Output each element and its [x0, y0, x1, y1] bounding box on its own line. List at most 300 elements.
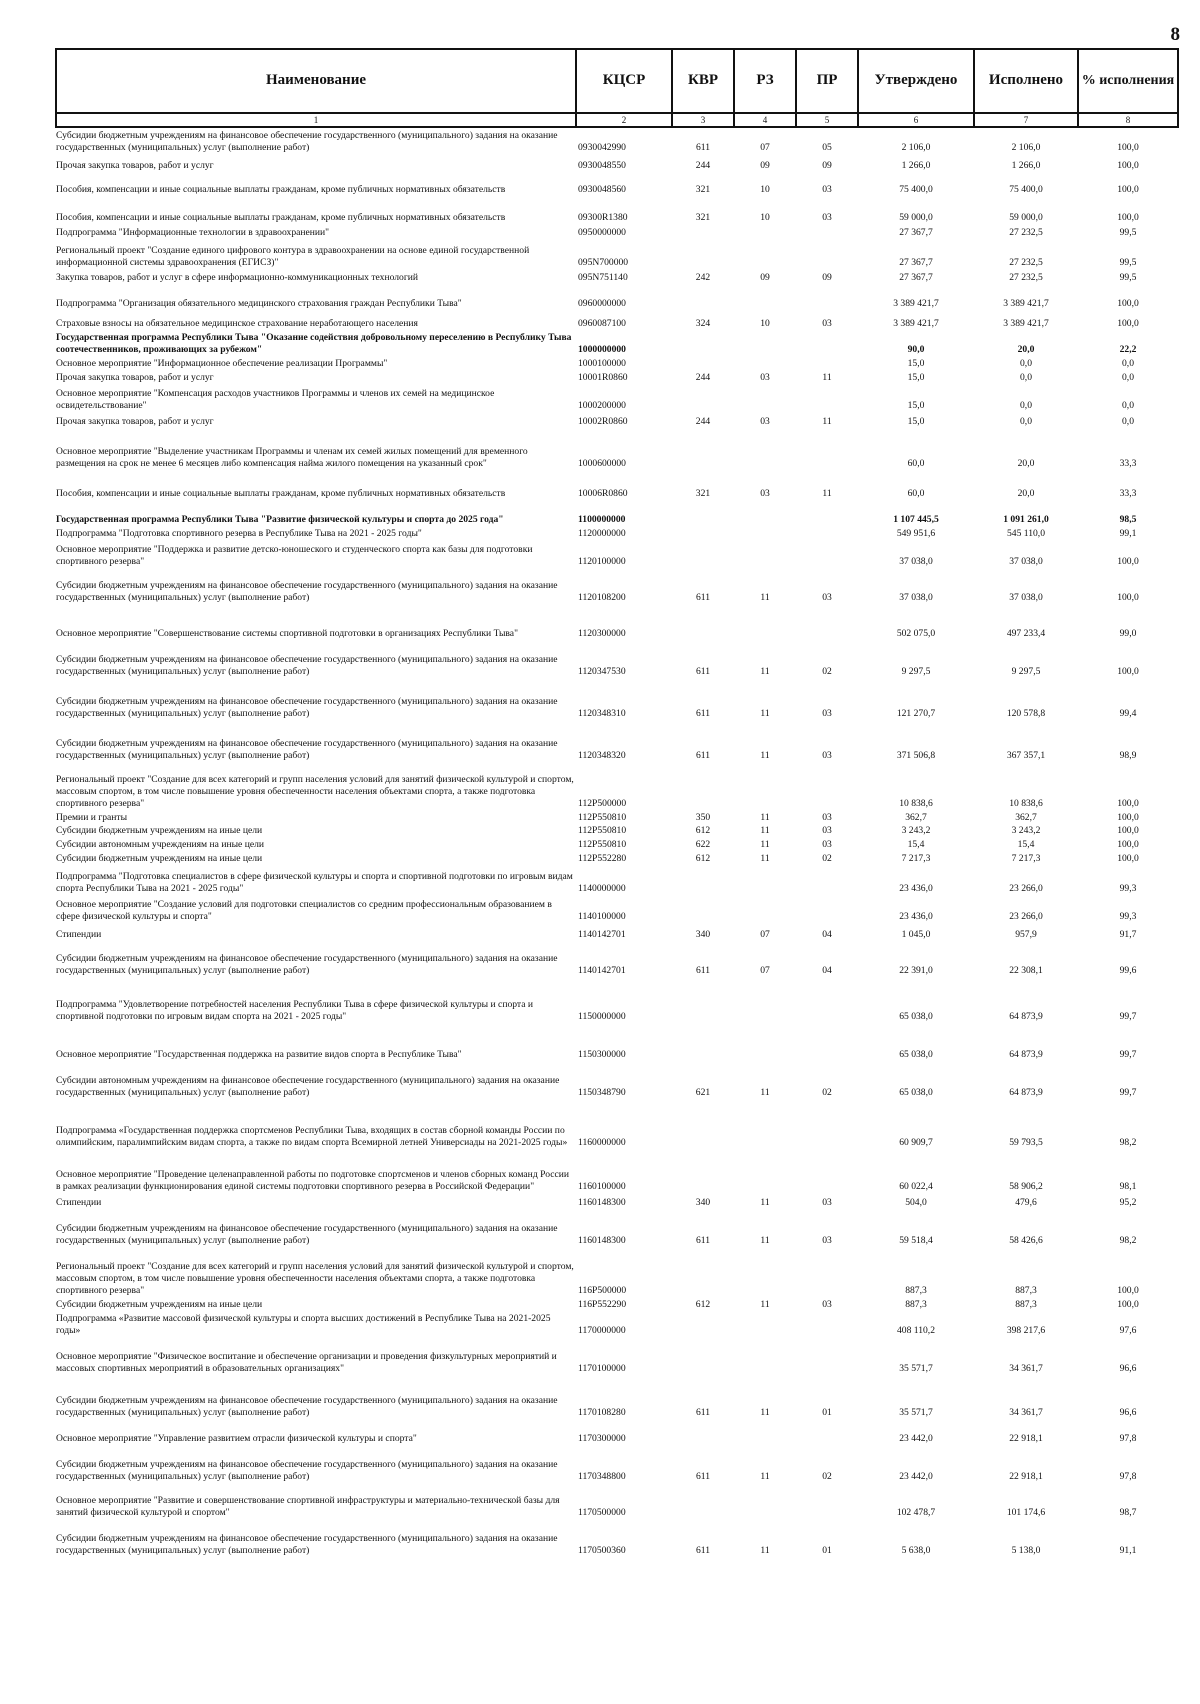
row-approved: 60 022,4: [899, 1180, 933, 1192]
row-pr: [796, 896, 858, 924]
row-approved: 102 478,7: [896, 1506, 936, 1518]
row-kvr: 611: [695, 141, 711, 153]
row-executed: 101 174,6: [1006, 1506, 1046, 1518]
row-name: Региональный проект "Создание единого цифрового контура в здравоохранении на основе единой государственной информационной системы здравоохранения (ЕГИСЗ)": [56, 245, 530, 268]
row-percent: 0,0: [1122, 399, 1134, 411]
table-row: [56, 604, 1178, 640]
row-kcsr: 095N751140: [578, 271, 628, 283]
row-rz: [734, 866, 796, 896]
row-pr: [796, 1484, 858, 1520]
row-rz: 11: [760, 852, 770, 864]
row-approved: 23 442,0: [899, 1432, 933, 1444]
row-percent: 33,3: [1119, 487, 1137, 499]
row-rz: [734, 1484, 796, 1520]
row-rz: 07: [760, 964, 770, 976]
row-kvr: [672, 866, 734, 896]
row-kcsr: 112P552280: [578, 852, 627, 864]
row-pr: [796, 1312, 858, 1338]
header-approved: Утверждено: [858, 49, 974, 113]
row-kcsr: 112P550810: [578, 825, 627, 837]
table-row: [56, 500, 1178, 526]
row-executed: 957,9: [1015, 928, 1037, 940]
row-percent: 99,5: [1119, 256, 1137, 268]
row-rz: [734, 896, 796, 924]
table-row: [56, 127, 1178, 154]
header-executed: Исполнено: [974, 49, 1078, 113]
row-rz: 09: [760, 271, 770, 283]
column-number: 4: [734, 113, 796, 127]
row-executed: 0,0: [1020, 371, 1032, 383]
row-approved: 1 045,0: [901, 928, 931, 940]
row-approved: 7 217,3: [901, 852, 931, 864]
row-name: Субсидии бюджетным учреждениям на финансовое обеспечение государственного (муниципального) задания на оказание государственных (муниципальных) услуг (выполнение работ): [56, 1223, 558, 1246]
row-kcsr: 0930048550: [578, 159, 626, 171]
row-executed: 20,0: [1017, 457, 1035, 469]
row-pr: [796, 384, 858, 412]
column-number: 3: [672, 113, 734, 127]
row-kcsr: 0960000000: [578, 297, 626, 309]
row-executed: 398 217,6: [1006, 1324, 1046, 1336]
table-row: [56, 310, 1178, 330]
row-name: Подпрограмма "Организация обязательного медицинского страхования граждан Республики Тыва": [56, 297, 462, 309]
row-executed: 27 232,5: [1009, 226, 1043, 238]
row-kvr: 621: [695, 1086, 711, 1098]
row-kcsr: 1000600000: [578, 457, 626, 469]
row-kvr: 244: [695, 415, 711, 427]
row-approved: 1 266,0: [901, 159, 931, 171]
row-percent: 100,0: [1117, 665, 1139, 677]
row-approved: 27 367,7: [899, 226, 933, 238]
row-executed: 34 361,7: [1009, 1362, 1043, 1374]
row-approved: 504,0: [905, 1196, 927, 1208]
row-pr: [796, 604, 858, 640]
row-approved: 60,0: [907, 487, 925, 499]
row-kcsr: 1150348790: [578, 1086, 626, 1098]
row-pr: 09: [822, 271, 832, 283]
row-approved: 5 638,0: [901, 1544, 931, 1556]
row-kcsr: 1140100000: [578, 910, 626, 922]
row-approved: 2 106,0: [901, 141, 931, 153]
table-row: [56, 239, 1178, 269]
row-rz: 11: [760, 1298, 770, 1310]
row-executed: 7 217,3: [1011, 852, 1041, 864]
row-executed: 64 873,9: [1009, 1048, 1043, 1060]
row-name: Прочая закупка товаров, работ и услуг: [56, 159, 214, 171]
row-percent: 0,0: [1122, 357, 1134, 369]
row-percent: 98,2: [1119, 1136, 1137, 1148]
row-kvr: [672, 1338, 734, 1376]
table-row: [56, 1484, 1178, 1520]
row-approved: 549 951,6: [896, 527, 936, 539]
column-number-row: [56, 113, 1178, 127]
row-approved: 27 367,7: [899, 271, 933, 283]
table-row: [56, 224, 1178, 239]
row-pr: 11: [822, 415, 832, 427]
row-pr: [796, 1420, 858, 1446]
row-percent: 100,0: [1117, 852, 1139, 864]
row-rz: 11: [760, 1196, 770, 1208]
row-percent: 97,8: [1119, 1432, 1137, 1444]
row-name: Прочая закупка товаров, работ и услуг: [56, 415, 214, 427]
row-kcsr: 1170108280: [578, 1406, 626, 1418]
table-row: [56, 852, 1178, 866]
row-percent: 98,2: [1119, 1234, 1137, 1246]
row-kcsr: 1000000000: [578, 343, 626, 355]
row-percent: 100,0: [1117, 811, 1139, 823]
row-pr: [796, 428, 858, 470]
row-executed: 367 357,1: [1006, 749, 1046, 761]
row-kvr: 324: [695, 317, 711, 329]
row-executed: 3 389 421,7: [1003, 297, 1049, 309]
row-percent: 96,6: [1119, 1406, 1137, 1418]
row-kvr: [672, 762, 734, 810]
table-row: [56, 720, 1178, 762]
row-pr: [796, 526, 858, 540]
table-row: [56, 470, 1178, 500]
row-rz: 11: [760, 707, 770, 719]
row-name: Пособия, компенсации и иные социальные выплаты гражданам, кроме публичных нормативных обязательств: [56, 487, 506, 499]
row-name: Основное мероприятие "Создание условий для подготовки специалистов со средним профессиональным образованием в сфере физической культуры и спорта": [56, 899, 552, 922]
table-row: [56, 810, 1178, 824]
row-approved: 59 000,0: [899, 211, 933, 223]
row-kcsr: 10006R0860: [578, 487, 628, 499]
row-rz: 11: [760, 665, 770, 677]
row-name: Пособия, компенсации и иные социальные выплаты гражданам, кроме публичных нормативных обязательств: [56, 211, 506, 223]
row-percent: 95,2: [1119, 1196, 1137, 1208]
row-kcsr: 1170000000: [578, 1324, 626, 1336]
table-row: [56, 370, 1178, 384]
row-percent: 22,2: [1119, 343, 1137, 355]
row-rz: [734, 1312, 796, 1338]
row-rz: 11: [760, 1234, 770, 1246]
row-pr: 03: [822, 707, 832, 719]
row-percent: 97,8: [1119, 1470, 1137, 1482]
row-rz: 11: [760, 811, 770, 823]
row-kvr: 611: [695, 707, 711, 719]
row-pr: [796, 239, 858, 269]
row-name: Субсидии бюджетным учреждениям на финансовое обеспечение государственного (муниципального) задания на оказание государственных (муниципальных) услуг (выполнение работ): [56, 654, 558, 677]
row-kvr: 340: [695, 928, 711, 940]
table-row: [56, 824, 1178, 838]
row-approved: 15,0: [907, 371, 925, 383]
row-percent: 100,0: [1117, 839, 1139, 851]
row-name: Субсидии бюджетным учреждениям на финансовое обеспечение государственного (муниципального) задания на оказание государственных (муниципальных) услуг (выполнение работ): [56, 1395, 558, 1418]
table-row: [56, 1062, 1178, 1100]
row-kvr: 611: [695, 665, 711, 677]
row-name: Основное мероприятие "Выделение участникам Программы и членам их семей жилых помещений для временного размещения на срок не менее 6 месяцев либо компенсация найма жилого помещения на указанный срок": [56, 446, 528, 469]
row-percent: 99,3: [1119, 910, 1137, 922]
row-executed: 0,0: [1020, 357, 1032, 369]
table-row: [56, 428, 1178, 470]
row-kvr: 611: [695, 1406, 711, 1418]
row-percent: 97,6: [1119, 1324, 1137, 1336]
row-name: Субсидии бюджетным учреждениям на иные цели: [56, 852, 263, 864]
row-pr: [796, 762, 858, 810]
row-percent: 100,0: [1117, 211, 1139, 223]
row-percent: 99,3: [1119, 882, 1137, 894]
table-row: [56, 978, 1178, 1024]
row-rz: [734, 500, 796, 526]
row-pr: 01: [822, 1406, 832, 1418]
row-kcsr: 1160148300: [578, 1196, 626, 1208]
header-percent: % исполнения: [1078, 49, 1178, 113]
row-kcsr: 1140142701: [578, 964, 626, 976]
table-row: [56, 1298, 1178, 1312]
row-kcsr: 0930048560: [578, 183, 626, 195]
row-approved: 35 571,7: [899, 1406, 933, 1418]
row-name: Подпрограмма «Государственная поддержка спортсменов Республики Тыва, входящих в состав сборной команды России по олимпийским, паралимпийским видам спорта, а также по видам спорта Всемирной летней Универсиады на 2021-2025 годы»: [56, 1125, 568, 1148]
row-name: Субсидии бюджетным учреждениям на финансовое обеспечение государственного (муниципального) задания на оказание государственных (муниципальных) услуг (выполнение работ): [56, 953, 558, 976]
page-number: 8: [1170, 24, 1180, 45]
row-approved: 9 297,5: [901, 665, 931, 677]
row-pr: 09: [822, 159, 832, 171]
row-rz: [734, 1024, 796, 1062]
row-executed: 3 243,2: [1011, 825, 1041, 837]
row-approved: 37 038,0: [899, 555, 933, 567]
row-name: Основное мероприятие "Компенсация расходов участников Программы и членов их семей на медицинское освидетельствование": [56, 388, 495, 411]
row-executed: 120 578,8: [1006, 707, 1046, 719]
row-kcsr: 0950000000: [578, 226, 626, 238]
table-row: [56, 866, 1178, 896]
row-executed: 58 426,6: [1009, 1234, 1043, 1246]
row-pr: [796, 356, 858, 370]
row-rz: 11: [760, 1470, 770, 1482]
row-percent: 98,7: [1119, 1506, 1137, 1518]
row-kcsr: 10001R0860: [578, 371, 628, 383]
row-kcsr: 1000200000: [578, 399, 626, 411]
row-rz: 11: [760, 839, 770, 851]
row-kvr: [672, 896, 734, 924]
row-kvr: [672, 1484, 734, 1520]
row-kvr: [672, 239, 734, 269]
row-pr: 02: [822, 665, 832, 677]
row-rz: 10: [760, 317, 770, 329]
row-name: Основное мероприятие "Развитие и совершенствование спортивной инфраструктуры и материально-технической базы для занятий физической культурой и спортом": [56, 1495, 560, 1518]
row-pr: 03: [822, 749, 832, 761]
row-kcsr: 095N700000: [578, 256, 629, 268]
row-kcsr: 1120348310: [578, 707, 626, 719]
row-kcsr: 09300R1380: [578, 211, 628, 223]
row-rz: [734, 239, 796, 269]
row-kvr: 242: [695, 271, 711, 283]
header-kvr: КВР: [672, 49, 734, 113]
row-pr: [796, 1024, 858, 1062]
row-executed: 362,7: [1015, 811, 1037, 823]
row-rz: 11: [760, 749, 770, 761]
row-percent: 99,0: [1119, 627, 1137, 639]
row-percent: 0,0: [1122, 415, 1134, 427]
row-executed: 1 091 261,0: [1003, 513, 1049, 525]
row-approved: 27 367,7: [899, 256, 933, 268]
row-executed: 20,0: [1017, 487, 1035, 499]
row-name: Страховые взносы на обязательное медицинское страхование неработающего населения: [56, 317, 418, 329]
row-kvr: [672, 1248, 734, 1298]
row-executed: 479,6: [1015, 1196, 1037, 1208]
table-row: [56, 269, 1178, 284]
row-kvr: [672, 604, 734, 640]
row-kvr: [672, 384, 734, 412]
row-percent: 98,5: [1119, 513, 1137, 525]
row-kcsr: 112P550810: [578, 839, 627, 851]
row-pr: 04: [822, 928, 832, 940]
row-percent: 99,4: [1119, 707, 1137, 719]
column-number: 2: [576, 113, 672, 127]
row-name: Подпрограмма "Подготовка специалистов в сфере физической культуры и спорта и спортивной подготовки по игровым видам спорта Республики Тыва на 2021 - 2025 годы": [56, 871, 573, 894]
row-rz: 03: [760, 487, 770, 499]
header-row: [56, 49, 1178, 113]
row-name: Подпрограмма "Информационные технологии в здравоохранении": [56, 226, 330, 238]
row-kcsr: 1160148300: [578, 1234, 626, 1246]
table-row: [56, 1100, 1178, 1150]
column-number: 1: [56, 113, 576, 127]
table-row: [56, 762, 1178, 810]
row-executed: 58 906,2: [1009, 1180, 1043, 1192]
row-executed: 1 266,0: [1011, 159, 1041, 171]
row-executed: 64 873,9: [1009, 1010, 1043, 1022]
row-kvr: 350: [695, 811, 711, 823]
table-row: [56, 540, 1178, 568]
row-kvr: [672, 526, 734, 540]
row-kcsr: 1120347530: [578, 665, 626, 677]
row-pr: 04: [822, 964, 832, 976]
row-name: Подпрограмма "Подготовка спортивного резерва в Республике Тыва на 2021 - 2025 годы": [56, 527, 422, 539]
row-percent: 99,5: [1119, 226, 1137, 238]
row-executed: 9 297,5: [1011, 665, 1041, 677]
table-row: [56, 356, 1178, 370]
row-percent: 100,0: [1117, 555, 1139, 567]
row-pr: 03: [822, 839, 832, 851]
row-rz: [734, 284, 796, 310]
row-kvr: 321: [695, 183, 711, 195]
row-executed: 0,0: [1020, 415, 1032, 427]
table-row: [56, 1420, 1178, 1446]
row-executed: 887,3: [1015, 1298, 1037, 1310]
row-pr: 11: [822, 371, 832, 383]
row-pr: [796, 1248, 858, 1298]
row-executed: 22 918,1: [1009, 1470, 1043, 1482]
row-rz: 11: [760, 1406, 770, 1418]
row-rz: [734, 540, 796, 568]
row-approved: 371 506,8: [896, 749, 936, 761]
row-percent: 99,6: [1119, 964, 1137, 976]
table-row: [56, 1338, 1178, 1376]
row-pr: [796, 540, 858, 568]
row-name: Подпрограмма «Развитие массовой физической культуры и спорта высших достижений в Республике Тыва на 2021-2025 годы»: [56, 1313, 551, 1336]
row-kcsr: 0960087100: [578, 317, 626, 329]
row-approved: 37 038,0: [899, 591, 933, 603]
row-name: Основное мероприятие "Управление развитием отрасли физической культуры и спорта": [56, 1432, 417, 1444]
row-percent: 96,6: [1119, 1362, 1137, 1374]
table-row: [56, 1446, 1178, 1484]
row-rz: [734, 224, 796, 239]
row-pr: 02: [822, 1086, 832, 1098]
row-name: Субсидии бюджетным учреждениям на иные цели: [56, 825, 263, 837]
row-rz: [734, 1420, 796, 1446]
row-name: Субсидии бюджетным учреждениям на финансовое обеспечение государственного (муниципального) задания на оказание государственных (муниципальных) услуг (выполнение работ): [56, 580, 558, 603]
row-rz: 11: [760, 591, 770, 603]
row-kvr: [672, 540, 734, 568]
row-name: Субсидии бюджетным учреждениям на финансовое обеспечение государственного (муниципального) задания на оказание государственных (муниципальных) услуг (выполнение работ): [56, 696, 558, 719]
row-rz: 11: [760, 825, 770, 837]
row-executed: 22 308,1: [1009, 964, 1043, 976]
row-kvr: [672, 1100, 734, 1150]
row-pr: [796, 1150, 858, 1194]
table-row: [56, 942, 1178, 978]
row-kcsr: 116P500000: [578, 1284, 627, 1296]
header-name: Наименование: [56, 49, 576, 113]
row-percent: 99,1: [1119, 527, 1137, 539]
row-executed: 59 793,5: [1009, 1136, 1043, 1148]
row-approved: 3 243,2: [901, 825, 931, 837]
row-rz: [734, 384, 796, 412]
row-executed: 37 038,0: [1009, 555, 1043, 567]
row-rz: 11: [760, 1086, 770, 1098]
row-name: Региональный проект "Создание для всех категорий и групп населения условий для занятий физической культурой и спортом, массовым спортом, в том числе повышение уровня обеспеченности населения объектами спорта, а также подготовка спортивного резерва": [56, 774, 574, 809]
row-name: Стипендии: [56, 928, 102, 940]
table-row: [56, 678, 1178, 720]
row-rz: [734, 978, 796, 1024]
row-approved: 65 038,0: [899, 1010, 933, 1022]
row-pr: [796, 284, 858, 310]
row-kvr: 611: [695, 964, 711, 976]
row-percent: 100,0: [1117, 797, 1139, 809]
row-executed: 0,0: [1020, 399, 1032, 411]
row-percent: 100,0: [1117, 141, 1139, 153]
row-pr: 02: [822, 1470, 832, 1482]
row-kcsr: 116P552290: [578, 1298, 627, 1310]
row-approved: 23 436,0: [899, 882, 933, 894]
row-percent: 99,7: [1119, 1086, 1137, 1098]
table-row: [56, 384, 1178, 412]
table-row: [56, 1248, 1178, 1298]
row-percent: 91,1: [1119, 1544, 1137, 1556]
row-name: Государственная программа Республики Тыва "Оказание содействия добровольному переселению в Республику Тыва соотечественников, проживающих за рубежом": [56, 332, 572, 355]
row-kvr: [672, 1024, 734, 1062]
row-kvr: 612: [695, 852, 711, 864]
row-pr: [796, 866, 858, 896]
row-pr: 03: [822, 1298, 832, 1310]
table-row: [56, 896, 1178, 924]
row-executed: 64 873,9: [1009, 1086, 1043, 1098]
row-approved: 23 436,0: [899, 910, 933, 922]
header-rz: РЗ: [734, 49, 796, 113]
row-kcsr: 1120348320: [578, 749, 626, 761]
row-approved: 15,0: [907, 399, 925, 411]
row-kvr: [672, 1150, 734, 1194]
row-kvr: 244: [695, 371, 711, 383]
row-name: Основное мероприятие "Совершенствование системы спортивной подготовки в организациях Республики Тыва": [56, 627, 518, 639]
row-kvr: 244: [695, 159, 711, 171]
row-executed: 887,3: [1015, 1284, 1037, 1296]
row-kcsr: 1120000000: [578, 527, 626, 539]
row-name: Субсидии бюджетным учреждениям на финансовое обеспечение государственного (муниципального) задания на оказание государственных (муниципальных) услуг (выполнение работ): [56, 1459, 558, 1482]
row-kvr: [672, 428, 734, 470]
row-approved: 3 389 421,7: [893, 297, 939, 309]
row-rz: [734, 428, 796, 470]
row-percent: 100,0: [1117, 1284, 1139, 1296]
row-kvr: [672, 978, 734, 1024]
row-percent: 100,0: [1117, 183, 1139, 195]
row-kvr: 612: [695, 825, 711, 837]
table-row: [56, 1210, 1178, 1248]
row-approved: 65 038,0: [899, 1048, 933, 1060]
row-executed: 37 038,0: [1009, 591, 1043, 603]
row-executed: 22 918,1: [1009, 1432, 1043, 1444]
row-name: Основное мероприятие "Информационное обеспечение реализации Программы": [56, 357, 388, 369]
row-kcsr: 10002R0860: [578, 415, 628, 427]
row-kvr: 611: [695, 1470, 711, 1482]
row-kvr: [672, 284, 734, 310]
